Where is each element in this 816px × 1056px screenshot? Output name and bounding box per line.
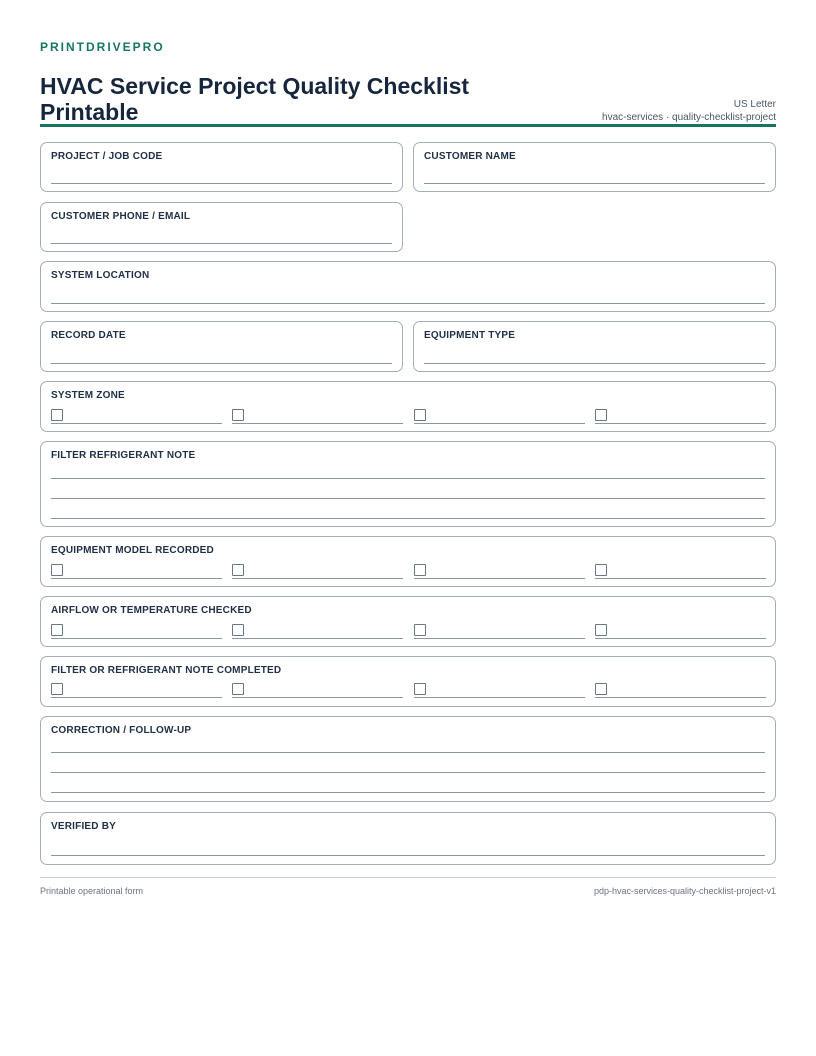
customer-name-input-line[interactable] <box>424 183 765 184</box>
customer-phone-email-input-line[interactable] <box>51 243 392 244</box>
project-job-code-input-line[interactable] <box>51 183 392 184</box>
verified-by-input-line[interactable] <box>51 855 765 856</box>
form-page <box>40 40 776 127</box>
checkbox-icon[interactable] <box>51 683 63 695</box>
equipment-type-input-line[interactable] <box>424 363 765 364</box>
equipment-model-recorded-field <box>40 536 776 587</box>
equipment-type-field <box>413 321 776 372</box>
system-zone-field <box>40 381 776 432</box>
equipment-model-option[interactable] <box>232 564 403 579</box>
airflow-option[interactable] <box>414 624 585 639</box>
checkbox-icon[interactable] <box>232 564 244 576</box>
airflow-temperature-checked-field <box>40 596 776 647</box>
verified-by-field <box>40 812 776 865</box>
checkbox-icon[interactable] <box>232 683 244 695</box>
note-line[interactable] <box>51 792 765 793</box>
checkbox-icon[interactable] <box>51 409 63 421</box>
project-job-code-label: PROJECT / JOB CODE <box>51 151 163 162</box>
checkbox-icon[interactable] <box>595 683 607 695</box>
footer-doc-id: pdp-hvac-services-quality-checklist-project-v1 <box>593 886 776 896</box>
checkbox-icon[interactable] <box>414 409 426 421</box>
equipment-type-label: EQUIPMENT TYPE <box>424 330 516 341</box>
airflow-temperature-checked-label: AIRFLOW OR TEMPERATURE CHECKED <box>51 605 252 616</box>
checkbox-icon[interactable] <box>232 624 244 636</box>
filter-completed-option[interactable] <box>595 683 766 698</box>
filter-refrigerant-completed-field <box>40 656 776 707</box>
airflow-option[interactable] <box>595 624 766 639</box>
project-job-code-field <box>40 142 403 192</box>
filter-completed-option[interactable] <box>232 683 403 698</box>
checkbox-icon[interactable] <box>51 624 63 636</box>
equipment-model-option[interactable] <box>51 564 222 579</box>
checkbox-icon[interactable] <box>232 409 244 421</box>
airflow-option[interactable] <box>232 624 403 639</box>
filter-completed-option[interactable] <box>51 683 222 698</box>
footer-divider <box>40 877 776 878</box>
checkbox-icon[interactable] <box>414 624 426 636</box>
page-title: HVAC Service Project Quality Checklist Printable <box>40 73 470 125</box>
system-location-field <box>40 261 776 312</box>
page-header <box>40 54 776 127</box>
customer-name-label: CUSTOMER NAME <box>424 151 516 162</box>
customer-name-field <box>413 142 776 192</box>
customer-phone-email-label: CUSTOMER PHONE / EMAIL <box>51 211 191 222</box>
page-meta <box>602 98 776 124</box>
checkbox-icon[interactable] <box>414 564 426 576</box>
checkbox-icon[interactable] <box>595 409 607 421</box>
correction-follow-up-label: CORRECTION / FOLLOW-UP <box>51 725 192 736</box>
checkbox-icon[interactable] <box>414 683 426 695</box>
system-location-label: SYSTEM LOCATION <box>51 270 150 281</box>
note-line[interactable] <box>51 772 765 773</box>
system-zone-label: SYSTEM ZONE <box>51 390 125 401</box>
filter-refrigerant-completed-label: FILTER OR REFRIGERANT NOTE COMPLETED <box>51 665 282 676</box>
airflow-option[interactable] <box>51 624 222 639</box>
equipment-model-option[interactable] <box>414 564 585 579</box>
note-line[interactable] <box>51 518 765 519</box>
footer-note: Printable operational form <box>40 886 144 896</box>
system-zone-option[interactable] <box>595 409 766 424</box>
system-zone-option[interactable] <box>414 409 585 424</box>
checkbox-icon[interactable] <box>595 624 607 636</box>
system-zone-option[interactable] <box>232 409 403 424</box>
equipment-model-recorded-label: EQUIPMENT MODEL RECORDED <box>51 545 214 556</box>
note-line[interactable] <box>51 498 765 499</box>
paper-size: US Letter <box>733 99 776 110</box>
checkbox-icon[interactable] <box>595 564 607 576</box>
record-date-input-line[interactable] <box>51 363 392 364</box>
system-location-input-line[interactable] <box>51 303 765 304</box>
checkbox-icon[interactable] <box>51 564 63 576</box>
correction-follow-up-field <box>40 716 776 802</box>
record-date-label: RECORD DATE <box>51 330 126 341</box>
verified-by-label: VERIFIED BY <box>51 821 116 832</box>
note-line[interactable] <box>51 752 765 753</box>
filter-completed-option[interactable] <box>414 683 585 698</box>
equipment-model-option[interactable] <box>595 564 766 579</box>
note-line[interactable] <box>51 478 765 479</box>
filter-refrigerant-note-field <box>40 441 776 527</box>
record-date-field <box>40 321 403 372</box>
system-zone-option[interactable] <box>51 409 222 424</box>
document-path: hvac-services · quality-checklist-project <box>602 112 776 123</box>
filter-refrigerant-note-label: FILTER REFRIGERANT NOTE <box>51 450 196 461</box>
customer-phone-email-field <box>40 202 403 252</box>
brand-name: PRINTDRIVEPRO <box>40 40 165 54</box>
